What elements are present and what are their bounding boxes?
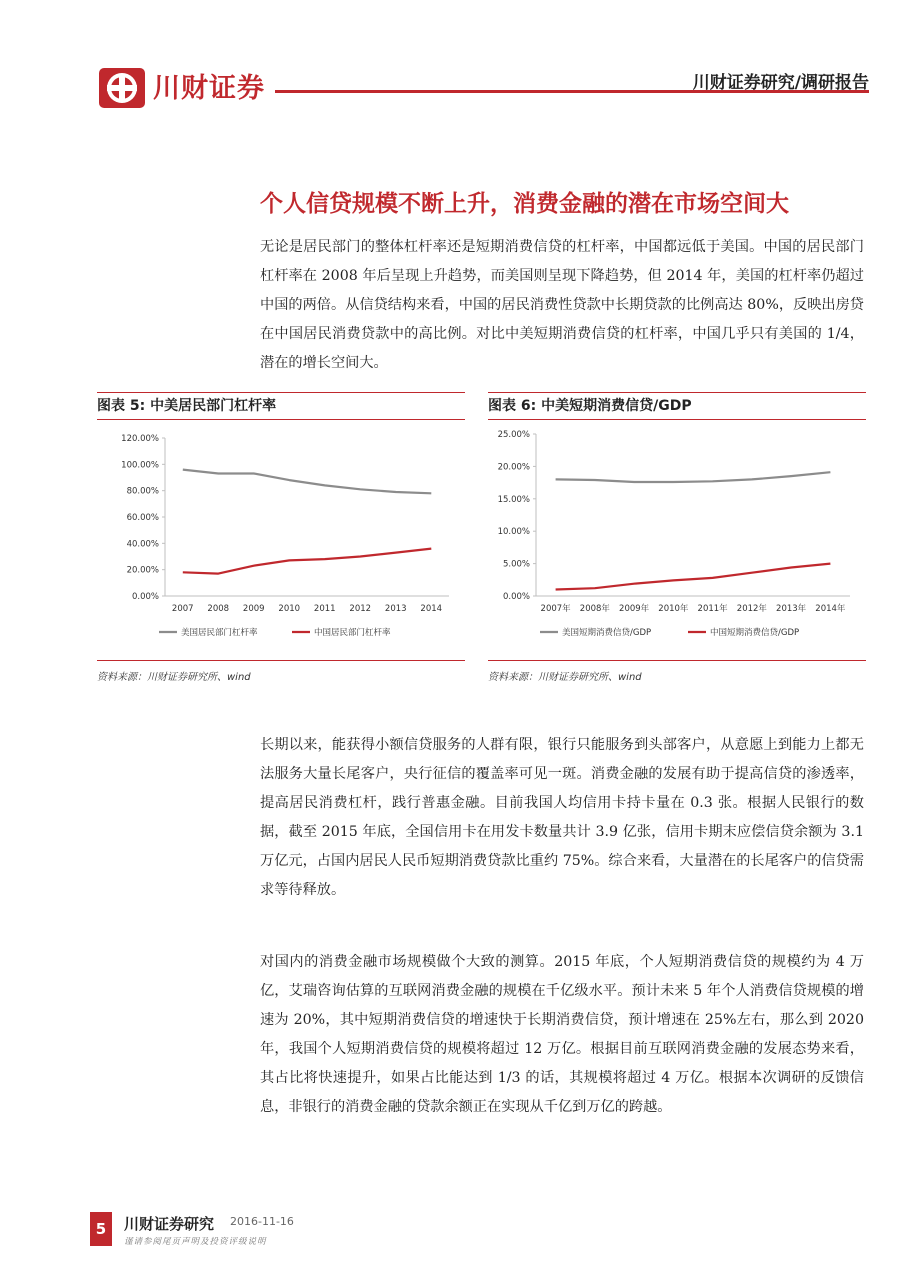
household-leverage-chart [97,420,465,658]
x-tick-label: 2013 [384,604,407,614]
page-header [97,62,869,110]
x-tick-label: 2008 [207,604,230,614]
y-tick-label: 0.00% [502,592,530,602]
series-line-1 [183,470,431,494]
figure-title-bar [488,392,866,420]
y-tick-label: 60.00% [126,513,159,523]
x-tick-label: 2014 [420,604,443,614]
x-tick-label: 2007年 [540,604,571,614]
figure-6 [488,392,866,662]
x-tick-label: 2014年 [815,604,846,614]
paragraph-leverage: 无论是居民部门的整体杠杆率还是短期消费信贷的杠杆率，中国都远低于美国。中国的居民部门杠杆率在 2008 年后呈现上升趋势，而美国则呈现下降趋势，但 2014 年，美国的杠杆率仍超过中国的两倍。从信贷结构来看，中国的居民消费性贷款中长期贷款的比例高达 80%，反映出房贷在中国居民消费贷款中的高比例。对比中美短期消费信贷的杠杆率，中国几乎只有美国的 1/4，潜在的增长空间大。 [260,239,864,371]
y-tick-label: 20.00% [126,565,159,576]
series-line-2 [183,549,431,574]
x-tick-label: 2007 [171,604,194,614]
y-tick-label: 80.00% [126,486,159,497]
figure-5 [97,392,465,662]
x-tick-label: 2008年 [579,604,610,614]
legend-label: 中国居民部门杠杆率 [314,628,391,638]
figure-source: 资料来源：川财证券研究所、wind [97,672,251,683]
x-tick-label: 2010 [278,604,301,614]
figure-title-bar [97,392,465,420]
y-tick-label: 0.00% [131,592,159,602]
footer-note: 谨请参阅尾页声明及投资评级说明 [124,1237,267,1247]
page-footer [90,1212,390,1262]
y-tick-label: 20.00% [497,462,530,473]
x-tick-label: 2011 [313,604,336,614]
paragraph-market-size: 对国内的消费金融市场规模做个大致的测算。2015 年底，个人短期消费信贷的规模约为 4 万亿，艾瑞咨询估算的互联网消费金融的规模在千亿级水平。预计未来 5 年个人消费信贷规模的增速为 20%，其中短期消费信贷的增速快于长期消费信贷，预计增速在 25%左右，那么到 2020 年，我国个人短期消费信贷的规模将超过 12 万亿。根据目前互联网消费金融的发展态势来看，其占比将快速提升，如果占比能达到 1/3 的话，其规模将超过 4 万亿。根据本次调研的反馈信息，非银行的消费金融的贷款余额正在实现从千亿到万亿的跨越。 [260,954,864,1115]
page-number: 5 [90,1212,112,1246]
section-title: 个人信贷规模不断上升，消费金融的潜在市场空间大 [260,190,789,217]
consumer-credit-gdp-chart [488,420,866,658]
brand-name: 川财证券 [153,73,265,104]
x-tick-label: 2012年 [736,604,767,614]
y-tick-label: 10.00% [497,527,530,538]
figure-divider [97,660,465,661]
legend-label: 中国短期消费信贷/GDP [710,628,800,638]
paragraph-long-tail: 长期以来，能获得小额信贷服务的人群有限，银行只能服务到头部客户，从意愿上到能力上都无法服务大量长尾客户，央行征信的覆盖率可见一斑。消费金融的发展有助于提高信贷的渗透率，提高居民消费杠杆，践行普惠金融。目前我国人均信用卡持卡量在 0.3 张。根据人民银行的数据，截至 2015 年底，全国信用卡在用发卡数量共计 3.9 亿张，信用卡期末应偿信贷余额为 3.1 万亿元，占国内居民人民币短期消费贷款比重约 75%。综合来看，大量潜在的长尾客户的信贷需求等待释放。 [260,737,864,898]
figure-title: 图表 5: 中美居民部门杠杆率 [97,398,277,414]
y-tick-label: 40.00% [126,539,159,550]
figure-title: 图表 6: 中美短期消费信贷/GDP [488,398,692,414]
series-line-1 [556,472,831,482]
y-tick-label: 100.00% [121,460,159,471]
x-tick-label: 2011年 [697,604,728,614]
x-tick-label: 2009 [242,604,265,614]
chuancai-logo-icon [97,66,147,110]
legend-label: 美国短期消费信贷/GDP [562,628,652,638]
figure-divider [488,660,866,661]
figure-source: 资料来源：川财证券研究所、wind [488,672,642,683]
x-tick-label: 2009年 [619,604,650,614]
x-tick-label: 2013年 [776,604,807,614]
legend-label: 美国居民部门杠杆率 [181,628,258,638]
y-tick-label: 15.00% [497,494,530,505]
footer-date: 2016-11-16 [230,1215,294,1228]
series-line-2 [556,564,831,590]
y-tick-label: 120.00% [121,434,159,444]
report-type: 川财证券研究/调研报告 [692,73,869,93]
y-tick-label: 25.00% [497,430,530,440]
footer-brand: 川财证券研究 [124,1215,215,1233]
x-tick-label: 2012 [349,604,372,614]
y-tick-label: 5.00% [502,559,530,570]
x-tick-label: 2010年 [658,604,689,614]
